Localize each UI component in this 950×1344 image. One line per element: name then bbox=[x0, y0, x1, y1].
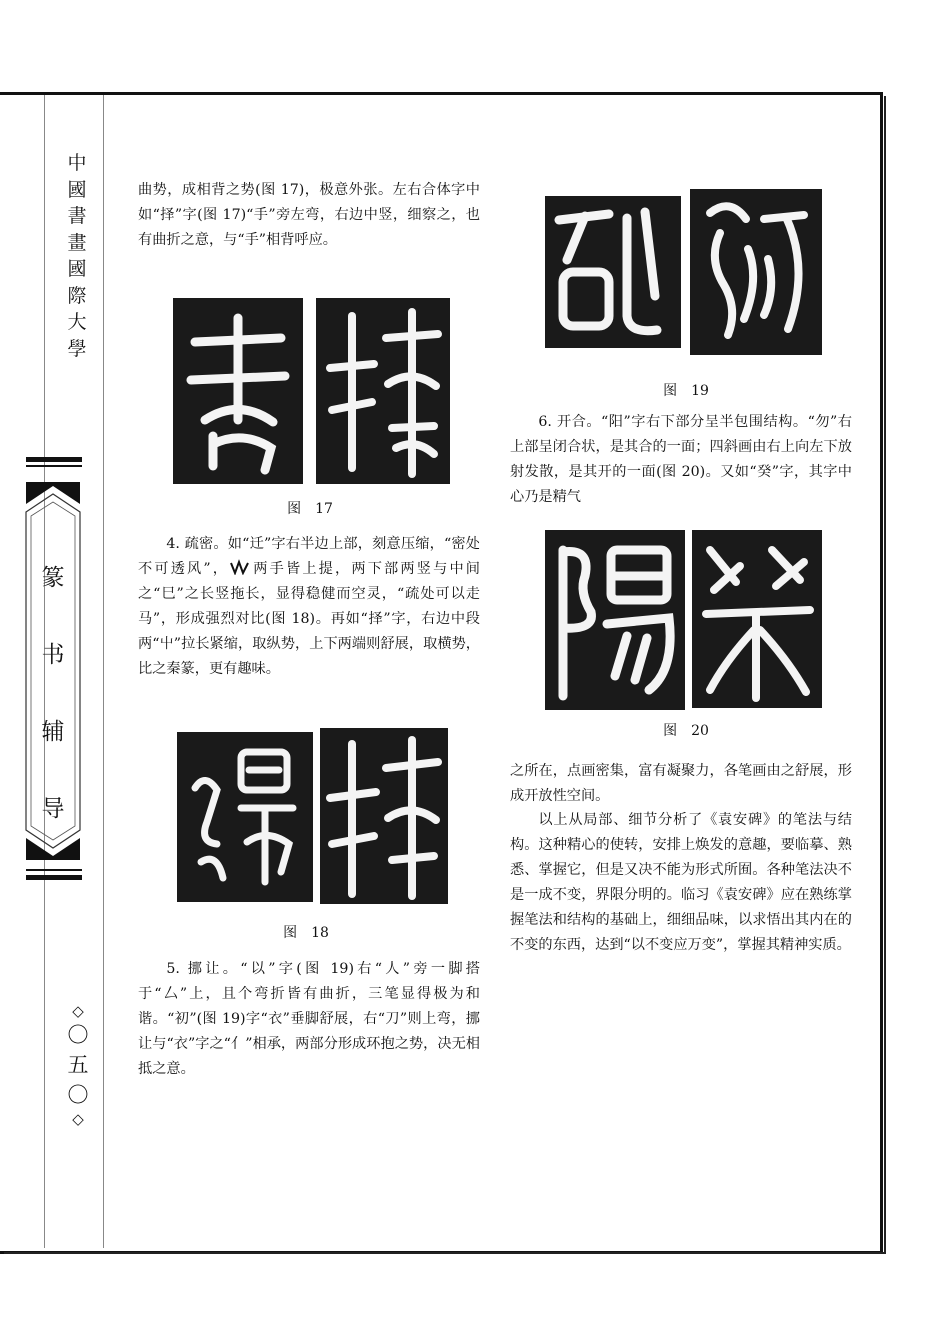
spine-bar-top bbox=[26, 457, 82, 462]
paragraph-section-6: 6. 开合。“阳”字右下部分呈半包围结构。“勿”右上部呈闭合状，是其合的一面；四斜画由右上向左下放射发散，是其开的一面(图 20)。又如“癸”字，其字中心乃是精气 bbox=[510, 414, 853, 505]
section-4-text-after: 两手皆上提，两下部两竖与中间之“巳”之长竖拖长，显得稳健而空灵，“疏处可以走马”，形成强烈对比(图 18)。再如“择”字，右边中段两“屮”拉长紧缩，取纵势，上下两端则舒展，取横势，比之秦篆，更有趣味。 bbox=[138, 561, 480, 677]
rubbing-image-fig18-right bbox=[320, 728, 448, 904]
page-number-char: 〇 bbox=[67, 1083, 89, 1107]
spine-title-char: 大 bbox=[67, 311, 87, 333]
figure-caption-20: 图 20 bbox=[663, 723, 709, 739]
rubbing-image-fig19-left bbox=[545, 196, 681, 348]
spine-title-char: 國 bbox=[67, 178, 87, 201]
rubbing-image-fig17-left bbox=[173, 298, 303, 484]
section-title-char: 辅 bbox=[41, 719, 65, 745]
page-number-char: 五 bbox=[67, 1053, 89, 1077]
spine-bar-top-thin bbox=[26, 465, 82, 467]
section-title-char: 导 bbox=[41, 796, 65, 822]
paragraph-continuation: 曲势，成相背之势(图 17)，极意外张。左右合体字中如“择”字(图 17)“手”旁左弯，右边中竖，细察之，也有曲折之意，与“手”相背呼应。 bbox=[138, 182, 480, 248]
spine-bar-bottom-thin bbox=[26, 869, 82, 871]
section-title-char: 篆 bbox=[41, 565, 65, 591]
paragraph-section-5: 5. 挪让。“以”字(图 19)右“人”旁一脚搭于“厶”上，且个弯折皆有曲折，三笔显得极为和谐。“初”(图 19)字“衣”垂脚舒展，右“刀”则上弯，挪让与“衣”字之“亻”相承，两部分形成环抱之势，决无相抵之意。 bbox=[138, 961, 480, 1077]
frame-shadow-bottom bbox=[4, 1252, 886, 1254]
rubbing-image-fig19-right bbox=[690, 189, 822, 355]
spine-title-char: 際 bbox=[67, 284, 87, 307]
spine-title-char: 畫 bbox=[67, 231, 87, 254]
rubbing-image-fig17-right bbox=[316, 298, 450, 484]
rubbing-image-fig18-left bbox=[177, 732, 313, 902]
seal-glyph-inline bbox=[229, 559, 251, 575]
spine-title-char: 中 bbox=[67, 152, 87, 174]
spine-title-char: 書 bbox=[67, 205, 87, 227]
frame-shadow-right bbox=[884, 96, 886, 1252]
paragraph-conclusion: 以上从局部、细节分析了《袁安碑》的笔法与结构。这种精心的使转，安排上焕发的意趣，要临摹、熟悉、掌握它，但是又决不能为形式所囿。各种笔法决不是一成不变，界限分明的。临习《袁安碑》应在熟练掌握笔法和结构的基础上，细细品味，以求悟出其内在的不变的东西，达到“以不变应万变”，掌握其精神实质。 bbox=[510, 812, 852, 953]
spine-bar-bottom bbox=[26, 875, 82, 880]
spine-title bbox=[62, 150, 92, 362]
rubbing-image-fig20-left bbox=[545, 530, 685, 710]
diamond-ornament-bottom: ◇ bbox=[72, 1110, 84, 1128]
paragraph-section-4 bbox=[138, 532, 480, 682]
figure-caption-19: 图 19 bbox=[663, 383, 709, 399]
section-title bbox=[24, 540, 82, 848]
section-title-char: 书 bbox=[41, 642, 65, 668]
section-4-text-before: 4. 疏密。如“迁”字右半边上部，刻意压缩，“密处不可透风”， bbox=[138, 536, 480, 577]
rubbing-image-fig20-right bbox=[692, 530, 822, 708]
diamond-ornament-top: ◇ bbox=[72, 1002, 84, 1020]
page-number-char: 〇 bbox=[67, 1023, 89, 1047]
spine-title-char: 國 bbox=[67, 258, 87, 280]
figure-caption-17: 图 17 bbox=[287, 501, 333, 517]
spine-rule-right bbox=[103, 95, 104, 1248]
figure-caption-18: 图 18 bbox=[283, 925, 329, 941]
paragraph-continuation-right: 之所在，点画密集，富有凝聚力，各笔画由之舒展，形成开放性空间。 bbox=[510, 763, 852, 804]
page-number bbox=[58, 1002, 98, 1128]
spine-title-char: 學 bbox=[67, 337, 87, 360]
